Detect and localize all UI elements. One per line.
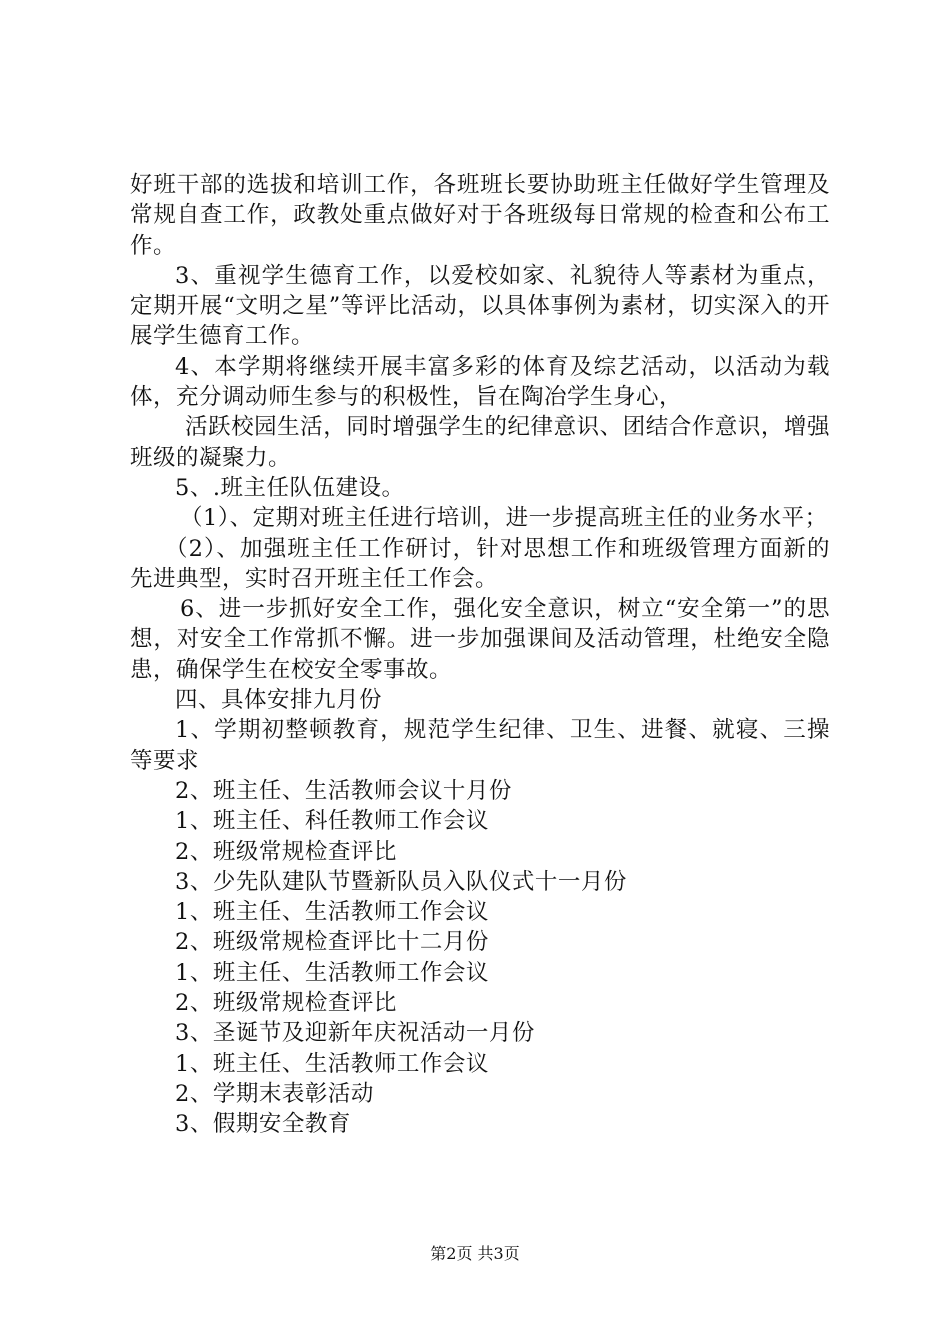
paragraph-september-item: 1、学期初整顿教育，规范学生纪律、卫生、进餐、就寝、三操等要求: [130, 717, 830, 774]
paragraph-class-cadre: 好班干部的选拔和培训工作，各班班长要协助班主任做好学生管理及常规自查工作，政教处重点做好对于各班级每日常规的检查和公布工作。: [130, 172, 830, 259]
paragraph-seminar: （2）、加强班主任工作研讨，针对思想工作和班级管理方面新的先进典型，实时召开班主任工作会。: [130, 535, 830, 592]
list-item: 3、假期安全教育: [175, 1111, 351, 1138]
paragraph-teacher-team: 5、.班主任队伍建设。: [175, 474, 405, 501]
list-item: 2、学期末表彰活动: [175, 1080, 374, 1107]
list-item: 2、班主任、生活教师会议十月份: [175, 777, 512, 804]
list-item: 3、圣诞节及迎新年庆祝活动一月份: [175, 1020, 535, 1047]
paragraph-training: （1）、定期对班主任进行培训，进一步提高班主任的业务水平；: [180, 505, 828, 532]
list-item: 2、班级常规检查评比十二月份: [175, 929, 489, 956]
paragraph-moral-education: 3、重视学生德育工作，以爱校如家、礼貌待人等素材为重点，定期开展“文明之星”等评比活动，以具体事例为素材，切实深入的开展学生德育工作。: [130, 262, 830, 350]
schedule-list: [130, 776, 830, 1140]
page-footer: 第2页 共3页: [430, 1244, 520, 1263]
list-item: 1、班主任、生活教师工作会议: [175, 959, 489, 986]
paragraph-activities: 4、本学期将继续开展丰富多彩的体育及综艺活动，以活动为载体，充分调动师生参与的积极性，旨在陶冶学生身心，: [130, 353, 830, 411]
paragraph-safety: 6、进一步抓好安全工作，强化安全意识，树立“安全第一”的思想，对安全工作常抓不懈。进一步加强课间及活动管理，杜绝安全隐患，确保学生在校安全零事故。: [130, 596, 830, 683]
document-body: [130, 170, 830, 1140]
list-item: 1、班主任、生活教师工作会议: [175, 1050, 489, 1077]
list-item: 3、少先队建队节暨新队员入队仪式十一月份: [175, 868, 627, 895]
paragraph-schedule-heading: 四、具体安排九月份: [175, 687, 383, 714]
list-item: 1、班主任、生活教师工作会议: [175, 899, 489, 926]
list-item: 2、班级常规检查评比: [175, 990, 397, 1017]
list-item: 1、班主任、科任教师工作会议: [175, 808, 489, 835]
list-item: 2、班级常规检查评比: [175, 838, 397, 865]
paragraph-campus-life: 活跃校园生活，同时增强学生的纪律意识、团结合作意识，增强班级的凝聚力。: [130, 414, 830, 471]
